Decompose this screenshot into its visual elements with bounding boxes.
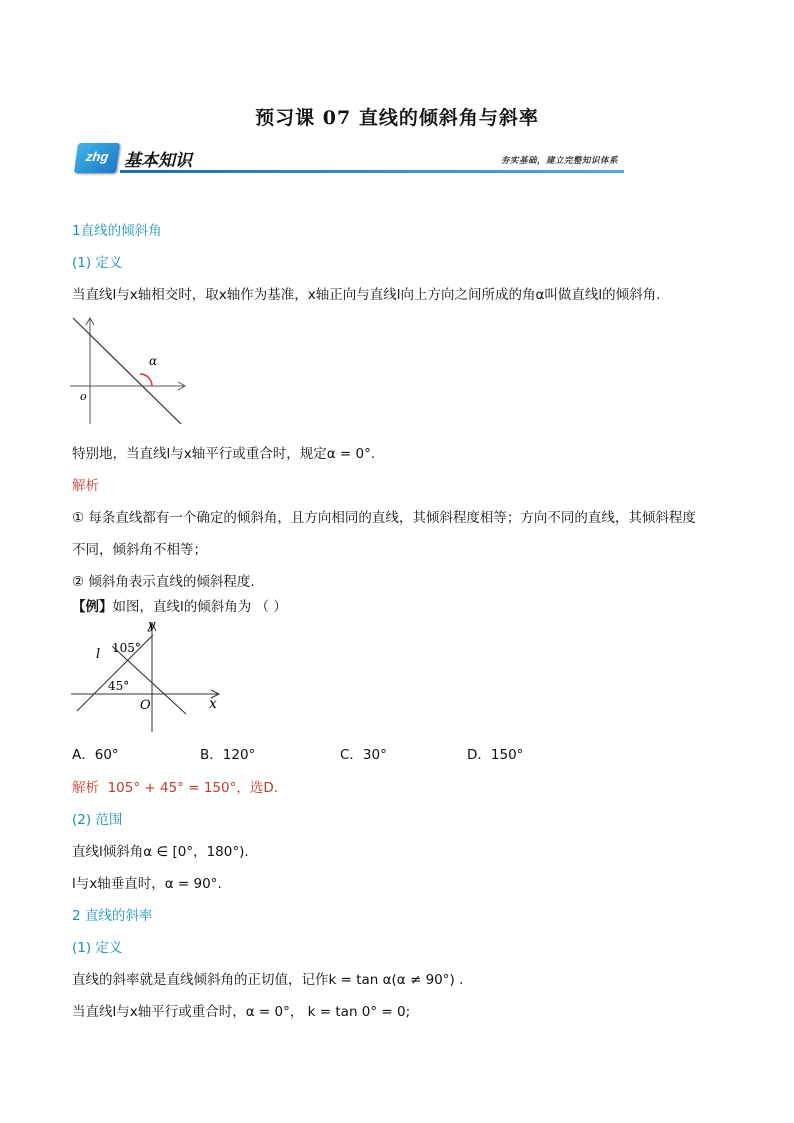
answer-text: 105° + 45° = 150°，选D. bbox=[107, 780, 279, 796]
answer-line bbox=[72, 776, 278, 796]
section-1-sub-definition: (1) 定义 bbox=[72, 255, 123, 271]
banner-title: 基本知识 bbox=[124, 151, 192, 170]
section-1-heading: 1直线的倾斜角 bbox=[72, 223, 162, 239]
section-banner bbox=[72, 140, 624, 178]
option-c: C．30° bbox=[340, 747, 387, 763]
origin-label: o bbox=[80, 390, 87, 403]
point-2: ② 倾斜角表示直线的倾斜程度. bbox=[72, 574, 255, 590]
line-l-label: l bbox=[96, 647, 101, 662]
special-case-text: 特别地，当直线l与x轴平行或重合时，规定α = 0°. bbox=[72, 446, 376, 462]
alpha-angle-arc bbox=[140, 374, 152, 386]
point-1-line-2: 不同，倾斜角不相等； bbox=[72, 542, 207, 558]
origin-label: O bbox=[140, 698, 151, 713]
badge-text: zhg bbox=[84, 149, 110, 164]
alpha-label: α bbox=[149, 354, 158, 368]
banner-subtitle: 夯实基础，建立完整知识体系 bbox=[500, 156, 618, 166]
analysis-label: 解析 bbox=[72, 478, 99, 494]
section-2-heading: 2 直线的斜率 bbox=[72, 908, 153, 924]
inclination-figure bbox=[68, 314, 193, 430]
example-tag: 【例】 bbox=[72, 599, 113, 615]
option-a: A．60° bbox=[72, 747, 119, 763]
badge-logo bbox=[74, 143, 120, 173]
example-text: 如图，直线l的倾斜角为 （ ） bbox=[112, 599, 287, 615]
section-2-sub-definition: (1) 定义 bbox=[72, 940, 123, 956]
example-question bbox=[72, 595, 287, 615]
angle-45-label: 45° bbox=[108, 679, 130, 693]
x-label: x bbox=[209, 696, 217, 712]
angle-105-label: 105° bbox=[112, 641, 141, 655]
page-title: 预习课 07 直线的倾斜角与斜率 bbox=[255, 107, 539, 129]
example-figure bbox=[68, 616, 228, 736]
y-label: y bbox=[148, 618, 156, 633]
perpendicular-text: l与x轴垂直时，α = 90°. bbox=[72, 876, 222, 892]
slope-definition: 直线的斜率就是直线倾斜角的正切值，记作k = tan α(α ≠ 90°) . bbox=[72, 972, 464, 988]
banner-underline bbox=[120, 170, 624, 173]
option-d: D．150° bbox=[467, 747, 524, 763]
point-1-line-1: ① 每条直线都有一个确定的倾斜角，且方向相同的直线，其倾斜程度相等；方向不同的直线，其倾斜程度 bbox=[72, 510, 696, 526]
definition-text: 当直线l与x轴相交时，取x轴作为基准，x轴正向与直线l向上方向之间所成的角α叫做直线l的倾斜角. bbox=[72, 287, 661, 303]
line-l bbox=[73, 318, 181, 424]
section-1-sub-range: (2) 范围 bbox=[72, 812, 123, 828]
range-text: 直线l倾斜角α ∈ [0°，180°). bbox=[72, 844, 249, 860]
answer-label: 解析 bbox=[72, 780, 99, 796]
slope-zero-case: 当直线l与x轴平行或重合时，α = 0°， k = tan 0° = 0; bbox=[72, 1004, 411, 1020]
option-b: B．120° bbox=[200, 747, 256, 763]
